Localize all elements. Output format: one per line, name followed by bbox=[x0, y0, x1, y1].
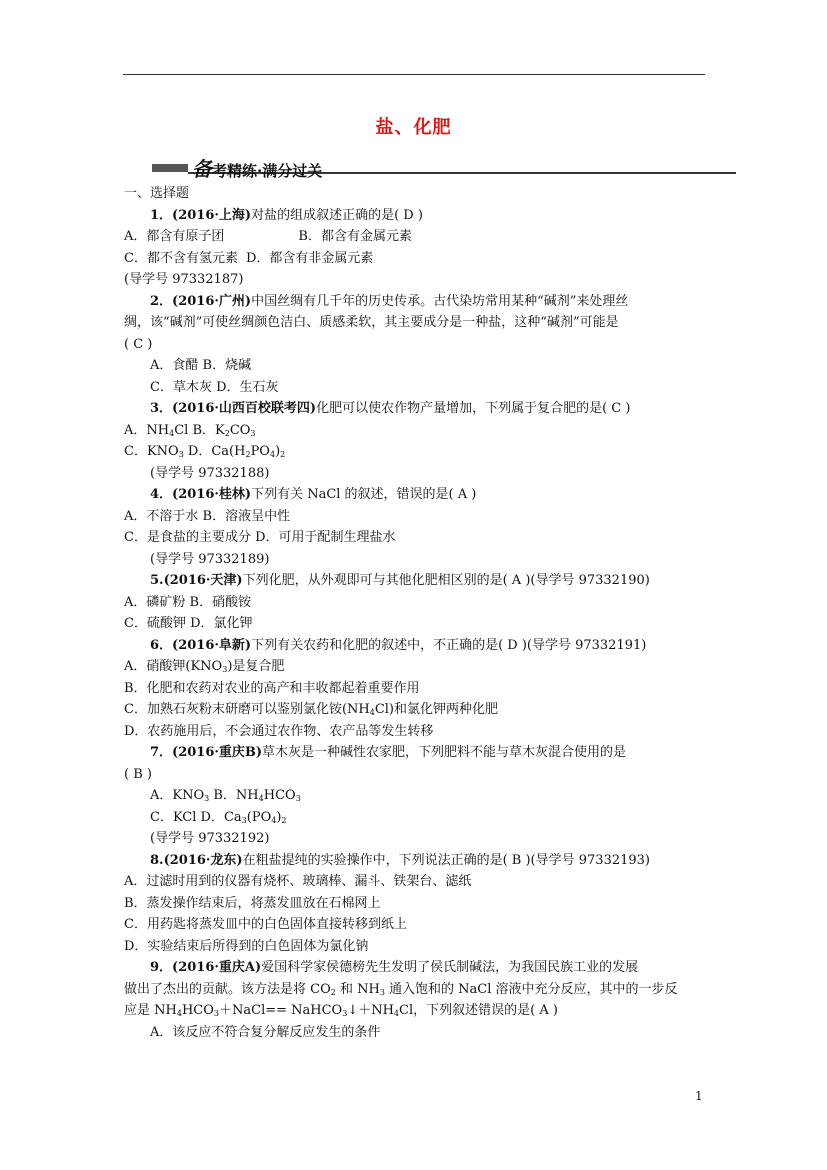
header-rule bbox=[123, 74, 705, 75]
q3-a-sub: 4 bbox=[169, 428, 175, 438]
q9-s3-sub3: 3 bbox=[342, 1009, 348, 1018]
q9-s3e: Cl，下列叙述错误的是( A ) bbox=[399, 1003, 558, 1018]
q9-option-a: A．该反应不符合复分解反应发生的条件 bbox=[150, 1024, 381, 1040]
q7-num: 7． bbox=[150, 745, 173, 760]
q9-s3-sub2: 3 bbox=[213, 1009, 219, 1018]
question-1 bbox=[124, 205, 714, 227]
q9-s3-sub1: 4 bbox=[176, 1009, 182, 1018]
q7-b-sub2: 3 bbox=[295, 794, 301, 803]
q6-a-sub: 3 bbox=[222, 665, 228, 674]
q5-num: 5. bbox=[150, 573, 164, 588]
q6-option-b: B．化肥和农药对农业的高产和丰收都起着重要作用 bbox=[124, 680, 420, 696]
q3-options-ab bbox=[124, 420, 714, 442]
q8-option-c: C．用药匙将蒸发皿中的白色固体直接转移到纸上 bbox=[124, 917, 407, 932]
q9-s2a: 做出了杰出的贡献。该方法是将 CO bbox=[124, 981, 331, 997]
q1-src: (2016·上海) bbox=[172, 207, 252, 223]
q3-src: (2016·山西百校联考四) bbox=[172, 401, 317, 416]
q8-stem: 在粗盐提纯的实验操作中，下列说法正确的是( B )(导学号 97332193) bbox=[242, 852, 650, 868]
q1-guide bbox=[124, 269, 714, 291]
q8-src: (2016·龙东) bbox=[163, 852, 243, 868]
question-2 bbox=[124, 291, 714, 313]
q6-c2: Cl)和氯化钾两种化肥 bbox=[374, 702, 499, 717]
q5-stem: 下列化肥，从外观即可与其他化肥相区别的是( A )(导学号 97332190) bbox=[242, 573, 650, 588]
q4-guide: (导学号 97332189) bbox=[150, 551, 270, 567]
q9-src: (2016·重庆A) bbox=[172, 960, 262, 975]
q3-a-rest: Cl B．K bbox=[174, 422, 225, 438]
banner-subtitle: 满分过关 bbox=[262, 162, 323, 180]
q3-d-sub2: 4 bbox=[269, 450, 276, 459]
q5-src: (2016·天津) bbox=[163, 573, 243, 588]
q7-a-sub: 3 bbox=[204, 794, 210, 803]
q1-stem: 对盐的组成叙述正确的是( D ) bbox=[251, 207, 423, 223]
q9-num: 9． bbox=[150, 960, 173, 975]
q6-stem: 下列有关农药和化肥的叙述中，不正确的是( D )(导学号 97332191) bbox=[251, 637, 647, 653]
q7-d-mid: (PO bbox=[246, 809, 272, 825]
question-9 bbox=[124, 957, 714, 979]
q4-options-ab: A．不溶于水 B．溶液呈中性 bbox=[124, 508, 291, 524]
q8-num: 8. bbox=[150, 852, 164, 868]
q9-stem-1: 爱国科学家侯德榜先生发明了侯氏制碱法，为我国民族工业的发展 bbox=[261, 960, 639, 975]
q1-option-b: B．都含有金属元素 bbox=[298, 229, 412, 244]
q3-guide: (导学号 97332188) bbox=[150, 465, 270, 481]
banner-bar bbox=[152, 164, 188, 172]
q9-s3a: 应是 NH bbox=[124, 1003, 177, 1018]
q1-option-c: C．都不含有氢元素 bbox=[124, 250, 238, 266]
q7-d-sub1: 3 bbox=[241, 815, 247, 825]
q7-d-sub2: 4 bbox=[271, 815, 277, 825]
q6-c1: C．加熟石灰粉末研磨可以鉴别氯化铵(NH bbox=[124, 702, 370, 717]
q7-d-close: ) bbox=[276, 809, 282, 825]
banner-text bbox=[192, 153, 322, 182]
q4-options-cd: C．是食盐的主要成分 D．可用于配制生理盐水 bbox=[124, 530, 396, 545]
q3-c-sub: 3 bbox=[178, 450, 184, 459]
q3-options-cd bbox=[124, 441, 714, 463]
q3-d-close: ) bbox=[275, 444, 281, 459]
question-6 bbox=[124, 635, 714, 657]
q3-stem: 化肥可以使农作物产量增加，下列属于复合肥的是( C ) bbox=[316, 401, 631, 416]
q8-option-a: A．过滤时用到的仪器有烧杯、玻璃棒、漏斗、铁架台、滤纸 bbox=[124, 874, 472, 889]
q2-options-cd: C．草木灰 D．生石灰 bbox=[150, 379, 279, 395]
q3-b-sub2: 3 bbox=[250, 428, 256, 438]
q1-option-a: A．都含有原子团 bbox=[124, 229, 225, 244]
q6-src: (2016·阜新) bbox=[172, 637, 252, 653]
question-7 bbox=[124, 742, 714, 764]
banner-rest: 考精练 bbox=[212, 162, 258, 180]
q3-c: C．KNO bbox=[124, 444, 179, 459]
q3-d: D．Ca(H bbox=[183, 444, 246, 459]
question-3 bbox=[124, 398, 714, 420]
q1-options-ab bbox=[124, 226, 714, 248]
q1-options-cd bbox=[124, 248, 714, 270]
q2-stem-2: 绸，该“碱剂”可使丝绸颜色洁白、质感柔软，其主要成分是一种盐，这种“碱剂”可能是 bbox=[124, 315, 619, 330]
q3-b-mid: CO bbox=[229, 422, 251, 438]
q6-c-sub: 4 bbox=[369, 708, 375, 717]
q1-num: 1． bbox=[150, 207, 173, 223]
page-number: 1 bbox=[695, 1089, 703, 1103]
q9-s2-sub2: 3 bbox=[379, 987, 385, 997]
q3-a: A．NH bbox=[124, 422, 170, 438]
q4-src: (2016·桂林) bbox=[172, 487, 252, 502]
q6-option-d: D．农药施用后，不会通过农作物、农产品等发生转移 bbox=[124, 723, 434, 739]
q6-a1: A．硝酸钾(KNO bbox=[124, 659, 223, 674]
section-heading: 一、选择题 bbox=[124, 186, 190, 201]
q3-b-sub1: 2 bbox=[224, 428, 230, 438]
q7-guide: (导学号 97332192) bbox=[150, 831, 270, 846]
q9-s3d: ↓＋NH bbox=[347, 1003, 394, 1018]
q7-b-rest: HCO bbox=[263, 788, 296, 803]
section-banner bbox=[152, 153, 736, 179]
question-list bbox=[124, 183, 714, 1043]
q9-stem-3 bbox=[124, 1000, 714, 1022]
q9-s2-sub1: 2 bbox=[330, 987, 336, 997]
page-title: 盐、化肥 bbox=[375, 117, 452, 138]
q3-num: 3． bbox=[150, 401, 173, 416]
q3-d-sub3: 2 bbox=[280, 450, 286, 459]
q6-option-a bbox=[124, 656, 714, 678]
q7-a: A．KNO bbox=[150, 788, 205, 803]
q3-d-sub1: 2 bbox=[245, 450, 251, 459]
q9-stem-2 bbox=[124, 979, 714, 1001]
q9-s2b: 和 NH bbox=[335, 981, 380, 997]
q5-options-ab: A．磷矿粉 B．硝酸铵 bbox=[124, 594, 252, 610]
q2-options-ab: A．食醋 B．烧碱 bbox=[150, 358, 252, 373]
q7-options-cd bbox=[124, 807, 714, 829]
q7-stem-2: ( B ) bbox=[124, 766, 152, 782]
banner-big-char: 备 bbox=[192, 157, 212, 181]
question-8 bbox=[124, 850, 714, 872]
q6-option-c bbox=[124, 699, 714, 721]
q7-c: C．KCl D．Ca bbox=[150, 809, 242, 825]
q6-a2: )是复合肥 bbox=[227, 659, 285, 674]
question-5 bbox=[124, 570, 714, 592]
q7-src: (2016·重庆B) bbox=[172, 745, 263, 760]
q9-s3-sub4: 4 bbox=[393, 1009, 400, 1018]
q1-guide-text: (导学号 97332187) bbox=[124, 272, 244, 287]
q2-stem-1: 中国丝绸有几千年的历史传承。古代染坊常用某种“碱剂”来处理丝 bbox=[251, 293, 629, 309]
q4-stem: 下列有关 NaCl 的叙述，错误的是( A ) bbox=[251, 487, 477, 502]
q9-s2c: 通入饱和的 NaCl 溶液中充分反应，其中的一步反 bbox=[384, 981, 678, 997]
q4-num: 4． bbox=[150, 487, 173, 502]
q2-stem-3: ( C ) bbox=[124, 336, 153, 352]
q7-b: B．NH bbox=[209, 788, 259, 803]
q1-option-d: D．都含有非金属元素 bbox=[245, 250, 374, 266]
q9-s3c: ＋NaCl== NaHCO bbox=[219, 1003, 343, 1018]
q8-option-d: D．实验结束后所得到的白色固体为氯化钠 bbox=[124, 938, 369, 954]
q7-d-sub3: 2 bbox=[281, 815, 287, 825]
q6-num: 6． bbox=[150, 637, 173, 653]
q8-option-b: B．蒸发操作结束后，将蒸发皿放在石棉网上 bbox=[124, 895, 381, 911]
q7-options-ab bbox=[124, 785, 714, 807]
question-4 bbox=[124, 484, 714, 506]
q3-d-mid: PO bbox=[250, 444, 270, 459]
q5-options-cd: C．硫酸钾 D．氯化钾 bbox=[124, 616, 253, 631]
q2-src: (2016·广州) bbox=[172, 293, 252, 309]
q9-s3b: HCO bbox=[181, 1003, 214, 1018]
q7-b-sub: 4 bbox=[258, 794, 264, 803]
q2-num: 2． bbox=[150, 293, 173, 309]
banner-dot: · bbox=[257, 162, 263, 180]
q7-stem-1: 草木灰是一种碱性农家肥，下列肥料不能与草木灰混合使用的是 bbox=[262, 745, 627, 760]
